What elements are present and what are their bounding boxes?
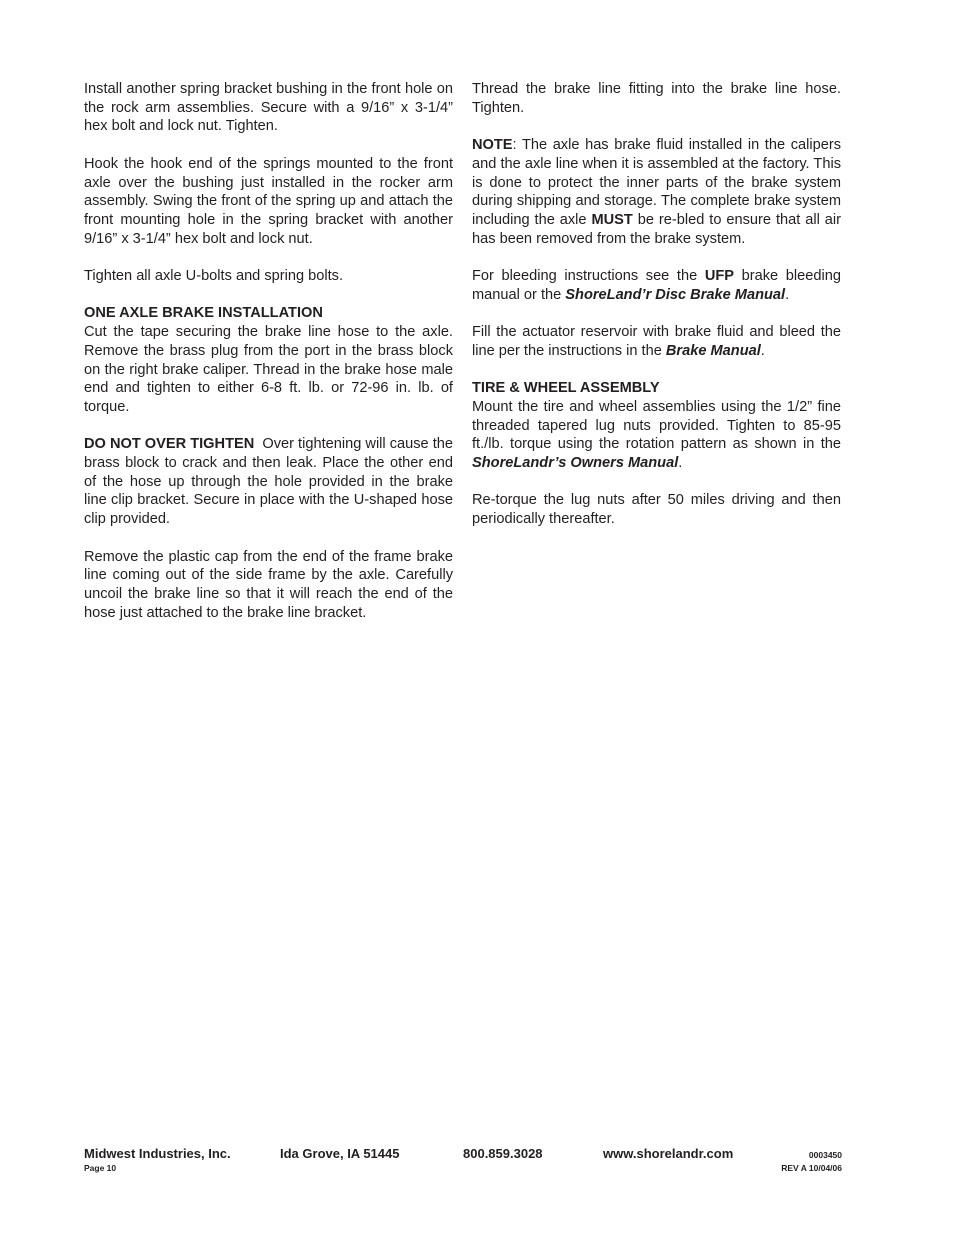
heading-brake-installation: ONE AXLE BRAKE INSTALLATION bbox=[84, 305, 323, 322]
right-column bbox=[472, 80, 841, 547]
paragraph-bleeding bbox=[472, 267, 841, 304]
footer-website: www.shorelandr.com bbox=[603, 1146, 734, 1161]
warning-text: Over tightening will cause the brass block to crack and then leak. Place the other end of the hose up through the hole provided in the brake line clip bracket. Secure in place with the U-shaped hose clip provided. bbox=[84, 436, 458, 528]
left-column bbox=[84, 80, 458, 641]
footer-company: Midwest Industries, Inc. bbox=[84, 1146, 231, 1161]
fill-end: . bbox=[760, 342, 765, 359]
bleed-text-a: For bleeding instructions see the bbox=[472, 268, 705, 284]
paragraph-brake-hose: Cut the tape securing the brake line hose to the axle. Remove the brass plug from the port in the brass block on the right brake caliper. Thread in the brake hose male end and tighten to either 6-8 ft. lb. or 72-96 in. lb. of torque. bbox=[84, 324, 453, 415]
tire-text: Mount the tire and wheel assemblies using the 1/2” fine threaded tapered lug nuts provided. Tighten to 85-95 ft./lb. torque using the rotation pattern as shown in the bbox=[472, 398, 841, 453]
paragraph-plastic-cap: Remove the plastic cap from the end of the frame brake line coming out of the side frame by the axle. Carefully uncoil the brake line so that it will reach the end of the hose just attached to the brake line bracket. bbox=[84, 548, 453, 621]
paragraph-spring-bushing: Install another spring bracket bushing in the front hole on the rock arm assemblies. Secure with a 9/16” x 3-1/4” hex bolt and lock nut. Tighten. bbox=[84, 81, 453, 135]
footer-revision: REV A 10/04/06 bbox=[781, 1163, 842, 1173]
footer-phone: 800.859.3028 bbox=[463, 1146, 543, 1161]
heading-tire-wheel: TIRE & WHEEL ASSEMBLY bbox=[472, 380, 660, 397]
note-must: MUST bbox=[591, 211, 633, 228]
bleed-end: . bbox=[785, 286, 790, 303]
paragraph-fill-reservoir bbox=[472, 323, 841, 360]
bleed-manual-title: ShoreLand’r Disc Brake Manual bbox=[565, 286, 786, 303]
page-footer bbox=[84, 1146, 842, 1176]
footer-city: Ida Grove, IA 51445 bbox=[280, 1146, 400, 1161]
tire-end: . bbox=[678, 455, 683, 471]
warning-label: DO NOT OVER TIGHTEN bbox=[84, 436, 255, 453]
note-label: NOTE bbox=[472, 137, 513, 154]
fill-text: Fill the actuator reservoir with brake fluid and bleed the line per the instructions in the bbox=[472, 324, 841, 359]
footer-doc-number: 0003450 bbox=[808, 1150, 842, 1160]
bleed-ufp: UFP bbox=[704, 268, 735, 284]
fill-manual-title: Brake Manual bbox=[665, 342, 761, 359]
note-text-a: : The axle has brake fluid installed in the calipers and the axle line when it is assembled at the factory. This is done to protect the inner parts of the brake system during shipping and storage. The complete brake system including the axle bbox=[472, 137, 841, 228]
tire-manual-title: ShoreLandr’s Owners Manual bbox=[472, 455, 679, 471]
footer-page-number: Page 10 bbox=[84, 1163, 117, 1173]
bleed-text-b: brake bleeding manual or the bbox=[472, 268, 841, 303]
paragraph-tire-mount bbox=[472, 398, 841, 473]
paragraph-over-tighten-warning bbox=[84, 435, 458, 529]
paragraph-tighten-bolts: Tighten all axle U-bolts and spring bolts. bbox=[84, 268, 344, 284]
paragraph-retorque: Re-torque the lug nuts after 50 miles driving and then periodically thereafter. bbox=[472, 492, 841, 528]
paragraph-hook-springs: Hook the hook end of the springs mounted to the front axle over the bushing just installed in the rocker arm assembly. Swing the front of the spring up and attach the front mounting hole in the spring bracket with another 9/16” x 3-1/4” hex bolt and lock nut. bbox=[84, 155, 453, 247]
paragraph-thread-fitting: Thread the brake line fitting into the brake line hose. Tighten. bbox=[472, 81, 841, 116]
paragraph-note bbox=[472, 136, 841, 248]
note-text-b: be re-bled to ensure that all air has been removed from the brake system. bbox=[472, 211, 841, 247]
